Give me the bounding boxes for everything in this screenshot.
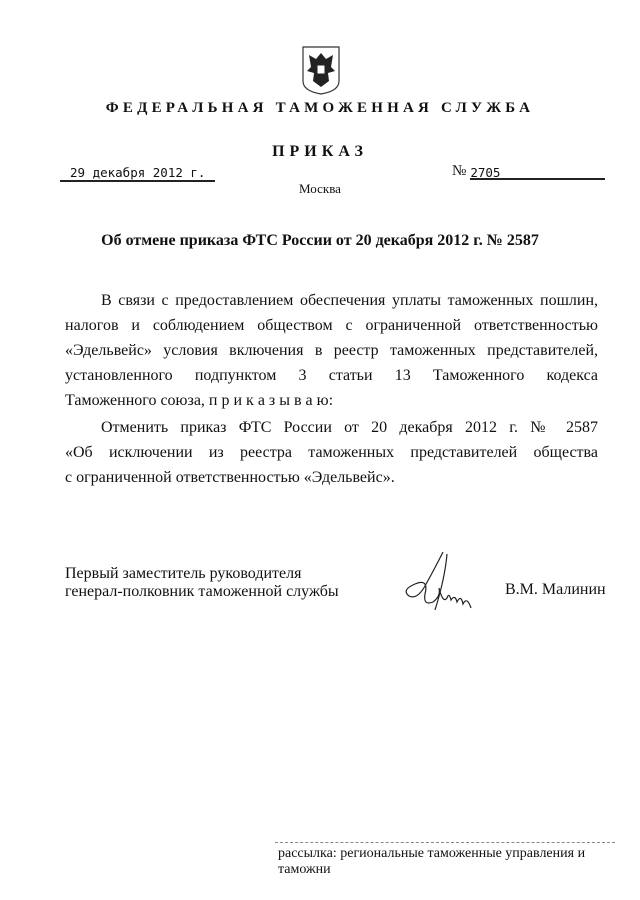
text-line: В связи с предоставлением обеспечения уплаты таможенных пошлин, bbox=[101, 292, 598, 309]
paragraph-preamble bbox=[65, 288, 598, 413]
position-line: Первый заместитель руководителя bbox=[65, 565, 302, 582]
order-subject: Об отмене приказа ФТС России от 20 декабря 2012 г. № 2587 bbox=[101, 232, 539, 249]
position-line: генерал-полковник таможенной службы bbox=[65, 583, 339, 600]
agency-name: ФЕДЕРАЛЬНАЯ ТАМОЖЕННАЯ СЛУЖБА bbox=[105, 100, 535, 116]
text-line: «Об исключении из реестра таможенных представителей общества bbox=[65, 444, 598, 461]
text-line: с ограниченной ответственностью «Эдельвейс». bbox=[65, 469, 395, 486]
footer-divider bbox=[275, 842, 615, 843]
text-line: Таможенного союза, п р и к а з ы в а ю: bbox=[65, 392, 334, 409]
paragraph-order bbox=[65, 415, 598, 490]
city: Москва bbox=[299, 181, 341, 196]
distribution-note: рассылка: региональные таможенные управления и таможни bbox=[278, 846, 586, 877]
order-number: 2705 bbox=[470, 163, 605, 180]
order-date: 29 декабря 2012 г. bbox=[60, 165, 215, 182]
document-type: ПРИКАЗ bbox=[272, 143, 368, 160]
text-line: установленного подпунктом 3 статьи 13 Таможенного кодекса bbox=[65, 367, 598, 384]
handwritten-signature bbox=[395, 548, 490, 623]
order-number-field bbox=[452, 163, 605, 180]
signer-name: В.М. Малинин bbox=[505, 581, 606, 598]
number-label: № bbox=[452, 163, 467, 179]
coat-of-arms-emblem bbox=[300, 45, 342, 95]
text-line: Отменить приказ ФТС России от 20 декабря 2012 г. № 2587 bbox=[101, 419, 598, 436]
text-line: налогов и соблюдением обществом с ограниченной ответственностью bbox=[65, 317, 598, 334]
text-line: «Эдельвейс» условия включения в реестр таможенных представителей, bbox=[65, 342, 598, 359]
signer-position bbox=[65, 565, 339, 601]
